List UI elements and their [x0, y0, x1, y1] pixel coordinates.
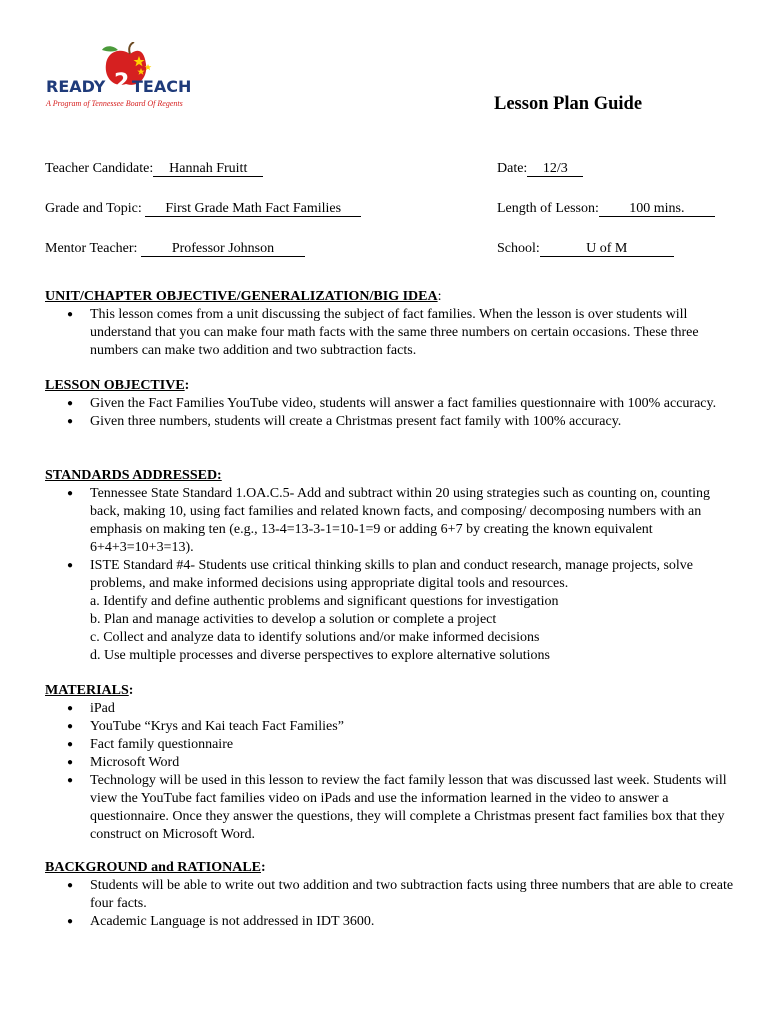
mentor-teacher-label: Mentor Teacher:: [45, 241, 138, 256]
ready2teach-logo: [44, 42, 194, 114]
standards-section: [45, 467, 735, 665]
svg-text:TEACH: TEACH: [132, 77, 192, 96]
unit-objective-section: [45, 288, 735, 360]
grade-topic-field: [45, 200, 361, 218]
standards-list: [45, 485, 735, 593]
background-section: [45, 859, 735, 931]
list-item: ● Academic Language is not addressed in IDT 3600.: [45, 913, 735, 931]
background-heading: BACKGROUND and RATIONALE:: [45, 860, 266, 875]
list-item: ● Tennessee State Standard 1.OA.C.5- Add and subtract within 20 using strategies such as counting on, counting back, making 10, using fact families and related known facts, and composing/ decomposing numbers with an emphasis on making ten (e.g., 13-4=13-3-1=10-1=9 or adding 6+7 by creating the known equivalent 6+4+3=10+3=13).: [45, 485, 735, 557]
lesson-objective-section: [45, 377, 735, 431]
length-value: 100 mins.: [599, 201, 715, 217]
standards-sub-item: c. Collect and analyze data to identify solutions and/or make informed decisions: [90, 630, 540, 645]
list-item: ● ISTE Standard #4- Students use critical thinking skills to plan and conduct research, manage projects, solve problems, and make informed decisions using appropriate digital tools and resources.: [45, 557, 735, 593]
list-item: ● Given three numbers, students will create a Christmas present fact family with 100% accuracy.: [45, 413, 735, 431]
standards-heading: STANDARDS ADDRESSED:: [45, 468, 222, 483]
materials-section: [45, 682, 735, 844]
list-item: ● Fact family questionnaire: [45, 736, 735, 754]
teacher-candidate-field: [45, 160, 263, 178]
school-field: [497, 240, 674, 258]
lesson-objective-list: [45, 395, 735, 431]
list-item: ● Students will be able to write out two addition and two subtraction facts using three numbers that are able to create four facts.: [45, 877, 735, 913]
list-item: ● Microsoft Word: [45, 754, 735, 772]
lesson-objective-heading: LESSON OBJECTIVE:: [45, 378, 190, 393]
svg-text:2: 2: [114, 70, 130, 95]
ready2teach-logo-graphic: [44, 42, 194, 114]
background-list: [45, 877, 735, 931]
fields-row-teacher-date: [45, 160, 735, 178]
fields-row-grade-length: [45, 200, 735, 218]
materials-list: [45, 700, 735, 844]
teacher-candidate-label: Teacher Candidate:: [45, 161, 154, 176]
list-item: ● This lesson comes from a unit discussing the subject of fact families. When the lesson is over students will understand that you can make four math facts with the same three numbers on certain occasions. These three numbers can make two addition and two subtraction facts.: [45, 306, 735, 360]
standards-sub-item: d. Use multiple processes and diverse perspectives to explore alternative solutions: [90, 648, 550, 663]
mentor-teacher-field: [45, 240, 305, 258]
teacher-candidate-value: Hannah Fruitt: [153, 161, 263, 177]
fields-row-mentor-school: [45, 240, 735, 258]
list-item: ● YouTube “Krys and Kai teach Fact Families”: [45, 718, 735, 736]
standards-sub-item: b. Plan and manage activities to develop a solution or complete a project: [90, 612, 497, 627]
svg-text:READY: READY: [46, 77, 106, 96]
standards-sub-item: a. Identify and define authentic problems and significant questions for investigation: [90, 594, 559, 609]
length-label: Length of Lesson:: [497, 201, 599, 216]
svg-text:A Program of Tennessee Board O: A Program of Tennessee Board Of Regents: [46, 99, 183, 108]
page-title: Lesson Plan Guide: [494, 94, 643, 114]
school-value: U of M: [540, 241, 674, 257]
list-item: ● Given the Fact Families YouTube video, students will answer a fact families questionnaire with 100% accuracy.: [45, 395, 735, 413]
list-item: ● Technology will be used in this lesson to review the fact family lesson that was discussed last week. Students will view the YouTube fact families video on iPads and use the information learned in the video to answer a questionnaire. Once they answer the questions, they will complete a Christmas present fact families box that they construct on Microsoft Word.: [45, 772, 735, 844]
date-label: Date:: [497, 161, 528, 176]
school-label: School:: [497, 241, 540, 256]
list-item: ● iPad: [45, 700, 735, 718]
date-value: 12/3: [527, 161, 583, 177]
date-field: [497, 160, 583, 178]
materials-heading: MATERIALS:: [45, 683, 134, 698]
unit-objective-list: [45, 306, 735, 360]
unit-objective-heading: UNIT/CHAPTER OBJECTIVE/GENERALIZATION/BIG IDEA:: [45, 289, 442, 304]
grade-topic-label: Grade and Topic:: [45, 201, 142, 216]
length-field: [497, 200, 715, 218]
mentor-teacher-value: Professor Johnson: [141, 241, 305, 257]
grade-topic-value: First Grade Math Fact Families: [145, 201, 361, 217]
